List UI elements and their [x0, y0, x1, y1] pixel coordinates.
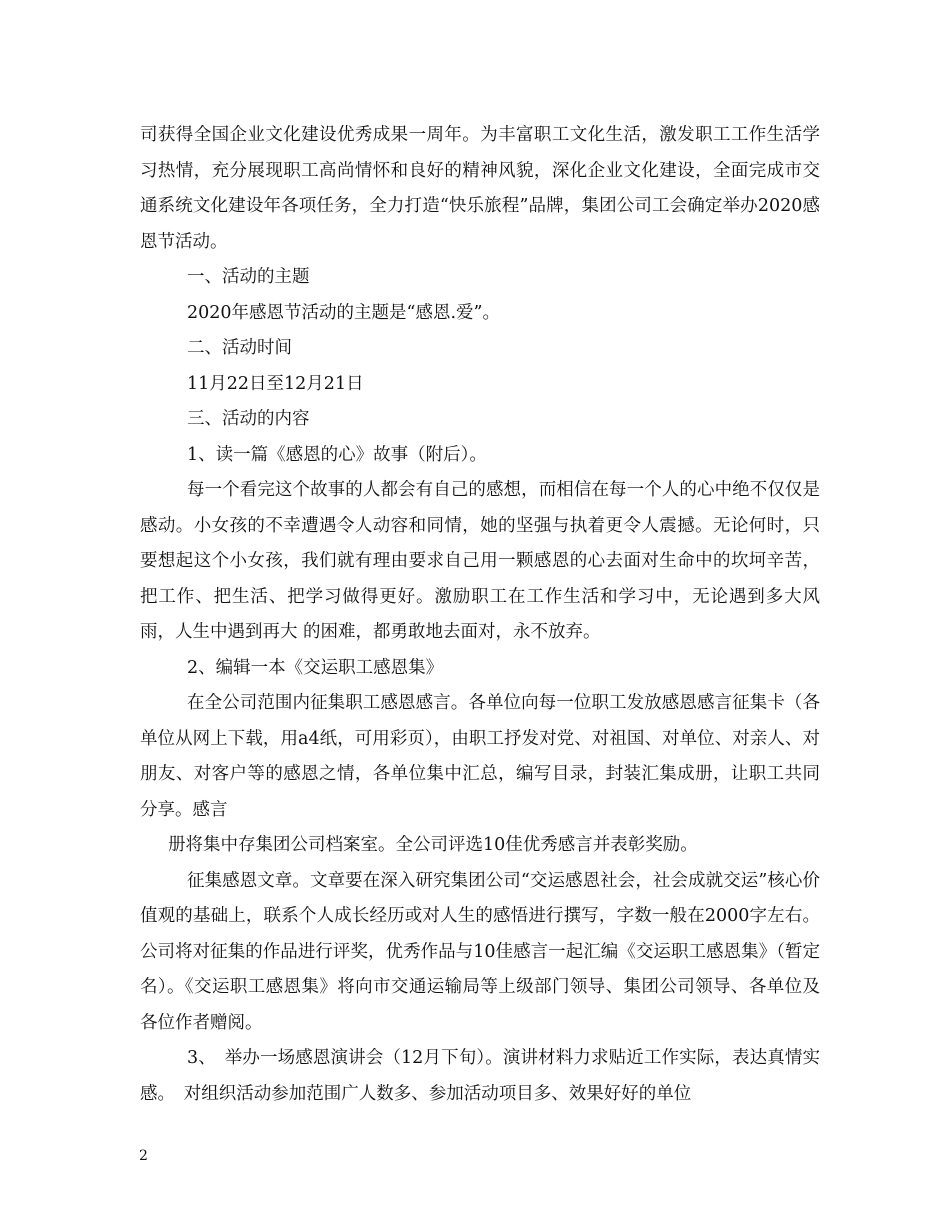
section-heading-content: 三、活动的内容: [187, 409, 310, 429]
time-paragraph: 11月22日至12月21日: [187, 373, 364, 394]
document-body: [140, 118, 820, 1112]
section-heading-theme: 一、活动的主题: [187, 267, 310, 287]
essay-paragraph: 征集感恩文章。文章要在深入研究集团公司“交运感恩社会，社会成就交运”核心价值观的基础上，联系个人成长经历或对人生的感悟进行撰写，字数一般在2000字左右。公司将对征集的作品进行评奖，优秀作品与10佳感言一起汇编《交运职工感恩集》（暂定名）。《交运职工感恩集》将向市交通运输局等上级部门领导、集团公司领导、各单位及各位作者赠阅。: [140, 870, 820, 1033]
item-2-continuation: 册将集中存集团公司档案室。全公司评选10佳优秀感言并表彰奖励。: [168, 835, 698, 855]
intro-paragraph: 司获得全国企业文化建设优秀成果一周年。为丰富职工文化生活，激发职工工作生活学习热情，充分展现职工高尚情怀和良好的精神风貌，深化企业文化建设，全面完成市交通系统文化建设年各项任务，全力打造“快乐旅程”品牌，集团公司工会确定举办2020感恩节活动。: [140, 125, 820, 252]
item-2-paragraph: 在全公司范围内征集职工感恩感言。各单位向每一位职工发放感恩感言征集卡（各单位从网上下载，用a4纸，可用彩页），由职工抒发对党、对祖国、对单位、对亲人、对朋友、对客户等的感恩之情，各单位集中汇总，编写目录，封装汇集成册，让职工共同分享。感言: [140, 693, 820, 820]
item-heading-2: 2、编辑一本《交运职工感恩集》: [187, 657, 444, 678]
item-1-paragraph: 每一个看完这个故事的人都会有自己的感想，而相信在每一个人的心中绝不仅仅是感动。小女孩的不幸遭遇令人动容和同情，她的坚强与执着更令人震撼。无论何时，只要想起这个小女孩，我们就有理由要求自己用一颗感恩的心去面对生命中的坎坷辛苦，把工作、把生活、把学习做得更好。激励职工在工作生活和学习中，无论遇到多大风雨，人生中遇到再大 的困难，都勇敢地去面对，永不放弃。: [140, 480, 820, 642]
page-number: 2: [139, 1148, 148, 1164]
theme-paragraph: 2020年感恩节活动的主题是“感恩.爱”。: [187, 302, 500, 323]
item-3-paragraph: 3、 举办一场感恩演讲会（12月下旬）。演讲材料力求贴近工作实际，表达真情实感。 对组织活动参加范围广人数多、参加活动项目多、效果好好的单位: [140, 1048, 820, 1104]
section-heading-time: 二、活动时间: [187, 338, 292, 358]
item-heading-1: 1、读一篇《感恩的心》故事（附后）。: [187, 444, 487, 465]
